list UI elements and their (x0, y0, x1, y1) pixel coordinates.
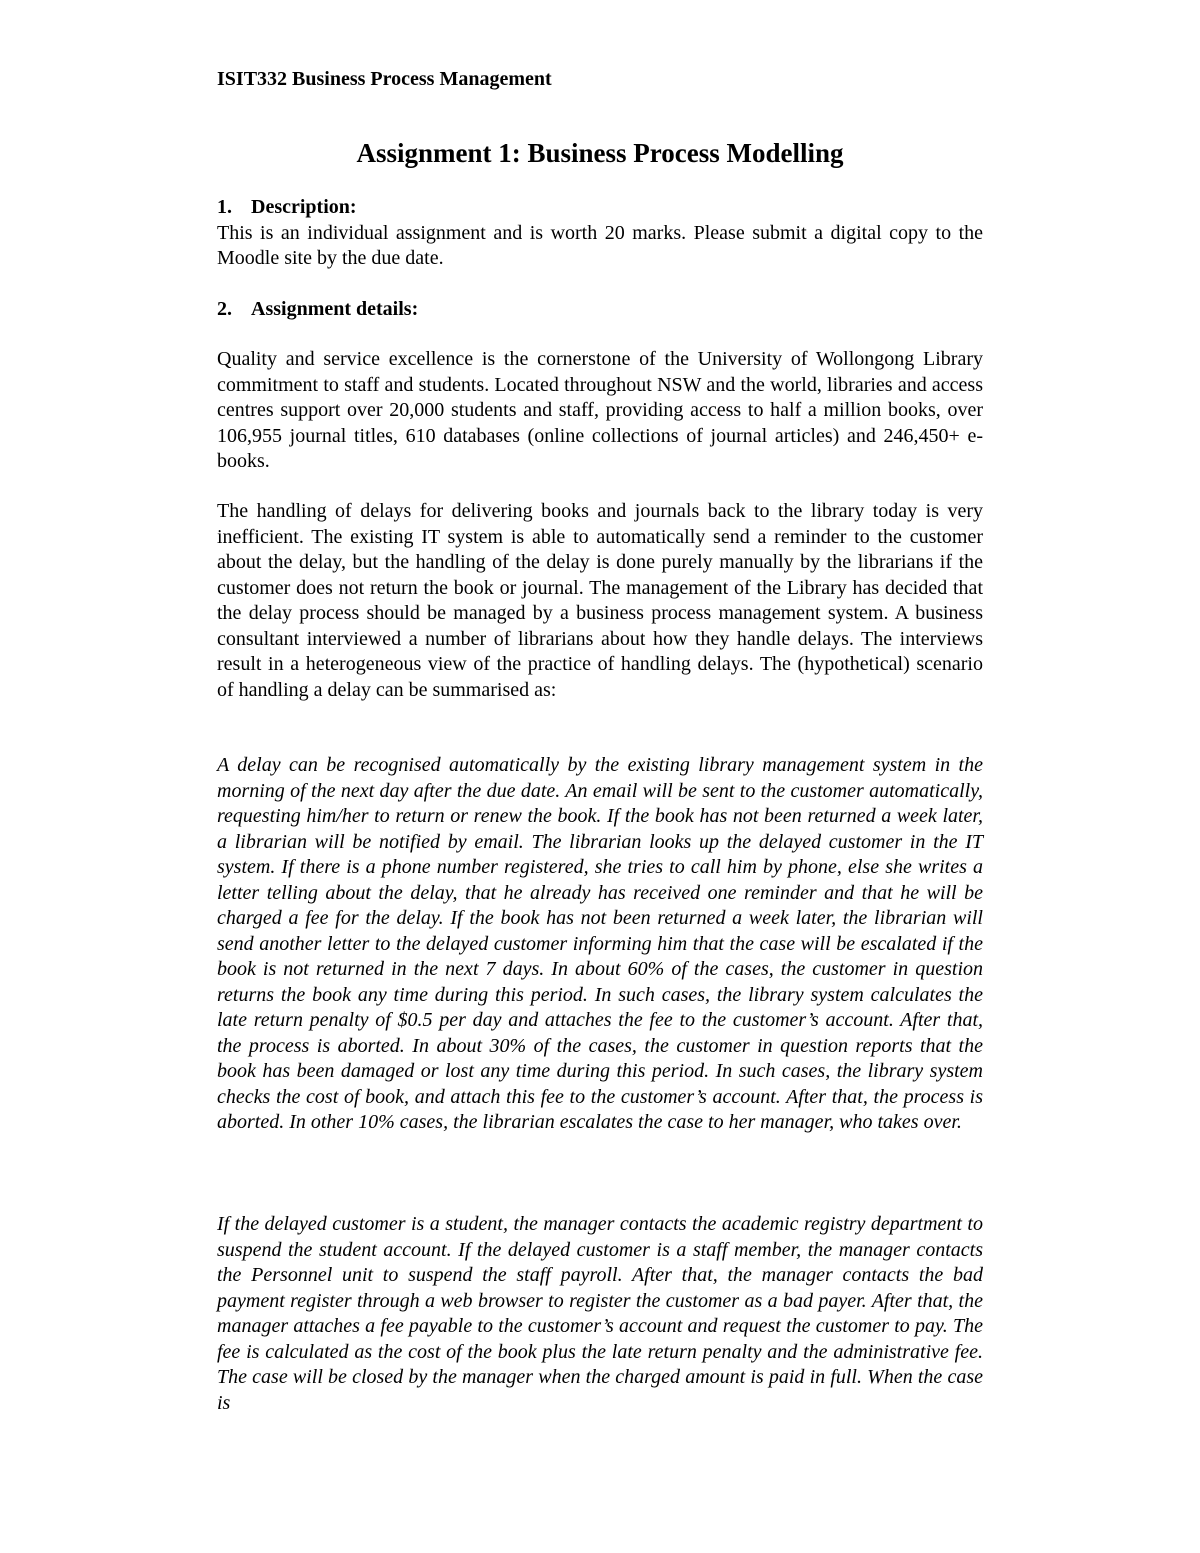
section-number: 1. (217, 196, 232, 218)
scenario-paragraph: A delay can be recognised automatically by the existing library management system in the morning of the next day after the due date. An email will be sent to the customer automatically, requesting him/her to return or renew the book. If the book has not been returned a week later, a librarian will be notified by email. The librarian looks up the delayed customer in the IT system. If there is a phone number registered, she tries to call him by phone, else she writes a letter telling about the delay, that he already has received one reminder and that he will be charged a fee for the delay. If the book has not been returned a week later, the librarian will send another letter to the delayed customer informing him that the case will be escalated if the book is not returned in the next 7 days. In about 60% of the cases, the customer in question returns the book any time during this period. In such cases, the library system calculates the late return penalty of $0.5 per day and attaches the fee to the customer’s account. After that, the process is aborted. In about 30% of the cases, the customer in question reports that the book has been damaged or lost any time during this period. In such cases, the library system checks the cost of book, and attach this fee to the customer’s account. After that, the process is aborted. In other 10% cases, the librarian escalates the case to her manager, who takes over. (217, 754, 983, 1133)
section-description (217, 195, 983, 272)
paragraph: The handling of delays for delivering books and journals back to the library today is very inefficient. The existing IT system is able to automatically send a reminder to the customer about the delay, but the handling of the delay is done purely manually by the librarians if the customer does not return the book or journal. The management of the Library has decided that the delay process should be managed by a business process management system. A business consultant interviewed a number of librarians about how they handle delays. The interviews result in a heterogeneous view of the practice of handling delays. The (hypothetical) scenario of handling a delay can be summarised as: (217, 500, 983, 701)
section-number: 2. (217, 298, 232, 320)
paragraph: Quality and service excellence is the cornerstone of the University of Wollongong Library commitment to staff and students. Located throughout NSW and the world, libraries and access centres support over 20,000 students and staff, providing access to half a million books, over 106,955 journal titles, 610 databases (online collections of journal articles) and 246,450+ e-books. (217, 348, 983, 472)
scenario-paragraph: If the delayed customer is a student, the manager contacts the academic registry department to suspend the student account. If the delayed customer is a staff member, the manager contacts the Personnel unit to suspend the staff payroll. After that, the manager contacts the bad payment register through a web browser to register the customer as a bad payer. After that, the manager attaches a fee payable to the customer’s account and request the customer to pay. The fee is calculated as the cost of the book plus the late return penalty and the administrative fee. The case will be closed by the manager when the charged amount is paid in full. When the case is (217, 1213, 983, 1414)
paragraph-block-2 (217, 499, 983, 703)
page-header: ISIT332 Business Process Management (217, 68, 552, 90)
paragraph-block-1 (217, 347, 983, 475)
section-heading-label: Description: (251, 196, 357, 218)
paragraph: This is an individual assignment and is worth 20 marks. Please submit a digital copy to the Moodle site by the due date. (217, 221, 983, 269)
section-heading-label: Assignment details: (251, 298, 419, 320)
scenario-block-1 (217, 753, 983, 1136)
section-heading (217, 297, 983, 323)
scenario-block-2 (217, 1212, 983, 1416)
document-page (217, 66, 983, 1414)
page-title: Assignment 1: Business Process Modelling (356, 138, 844, 168)
section-assignment-details (217, 297, 983, 323)
section-heading (217, 195, 983, 221)
